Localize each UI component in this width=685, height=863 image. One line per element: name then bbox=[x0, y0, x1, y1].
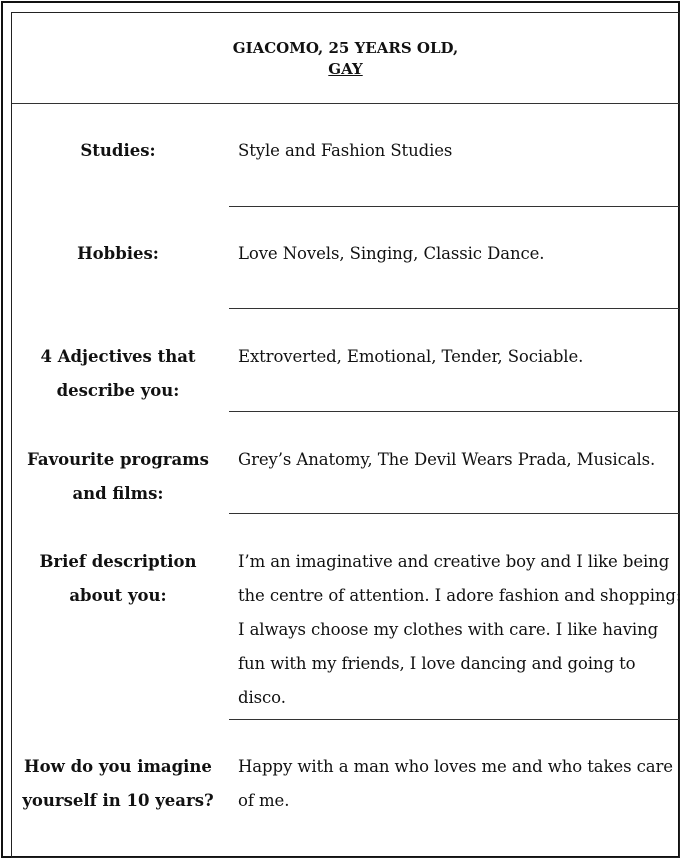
studies-label: Studies: bbox=[80, 141, 156, 160]
adjectives-label: 4 Adjectives that describe you: bbox=[40, 347, 196, 400]
favourites-value: Grey’s Anatomy, The Devil Wears Prada, Musicals. bbox=[238, 450, 656, 469]
future-label: How do you imagine yourself in 10 years? bbox=[22, 757, 214, 810]
description-label: Brief description about you: bbox=[39, 552, 197, 605]
outer-frame bbox=[1, 1, 680, 858]
description-value: I’m an imaginative and creative boy and I like being the centre of attention. I adore fashion and shopping: I always choose my clothes with care. I like having fun with my friends, I love dancing and going to disco. bbox=[238, 552, 682, 707]
profile-title: GIACOMO, 25 YEARS OLD, bbox=[232, 39, 459, 57]
profile-subtitle: GAY bbox=[328, 60, 363, 78]
adjectives-value: Extroverted, Emotional, Tender, Sociable. bbox=[238, 347, 584, 366]
hobbies-value: Love Novels, Singing, Classic Dance. bbox=[238, 244, 545, 263]
row-separator bbox=[229, 513, 679, 514]
future-value: Happy with a man who loves me and who takes care of me. bbox=[238, 757, 673, 810]
row-separator bbox=[229, 719, 679, 720]
hobbies-label: Hobbies: bbox=[77, 244, 159, 263]
row-separator bbox=[229, 411, 679, 412]
row-separator bbox=[229, 308, 679, 309]
profile-header bbox=[12, 13, 679, 104]
profile-card bbox=[11, 12, 680, 858]
studies-value: Style and Fashion Studies bbox=[238, 141, 453, 160]
row-separator bbox=[229, 206, 679, 207]
favourites-label: Favourite programs and films: bbox=[27, 450, 209, 503]
